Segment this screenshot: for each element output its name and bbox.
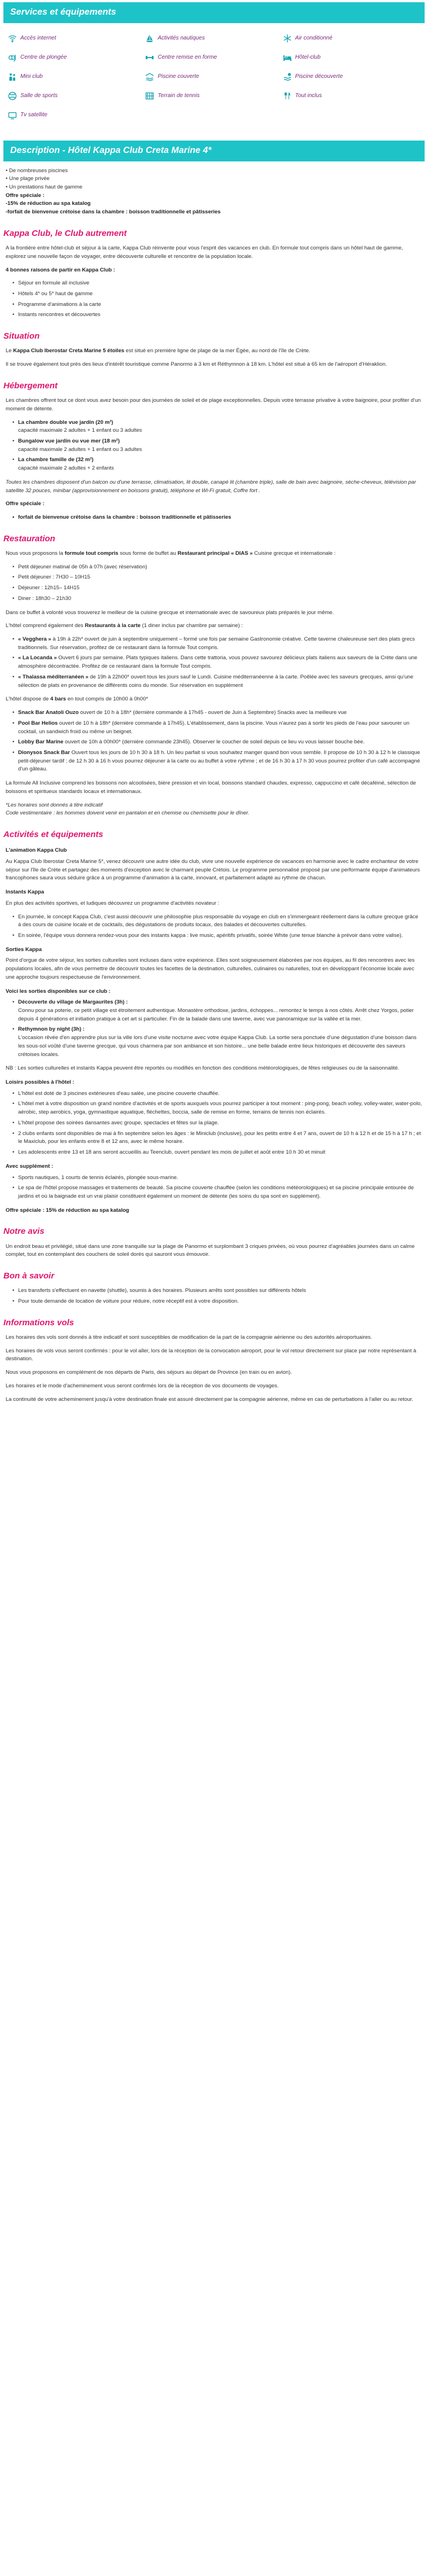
- service-piscine-decouverte: [283, 71, 420, 83]
- sorties-list: [6, 998, 422, 1059]
- situation-p2: Il se trouve également tout près des lieux d'intérêt touristique comme Panormo à 3 km et Réthymnon à 18 km. L'hôtel est situé à 65 km de l'aéroport d'Héraklion.: [6, 361, 387, 368]
- tv-icon: [8, 111, 17, 120]
- nb-text: NB : Les sorties culturelles et instants Kappa peuvent être reportés ou modifiés en fonction des conditions météorologiques, de fêtes religieuses ou de la saisonnalité.: [6, 1065, 400, 1072]
- service-label: Centre remise en forme: [158, 54, 217, 61]
- restauration-section: [3, 550, 425, 818]
- text: (1 diner inclus par chambre par semaine) :: [140, 623, 243, 629]
- avis-text: Un endroit beau et privilégié, situé dans une zone tranquille sur la plage de Panormo et surplombant 3 criques privées, où vous pourrez d'agréables journées dans un calme complet, tout en contemplant des couchers de soleil dorés qui sauront vous émouvoir.: [6, 1243, 415, 1258]
- indoor-pool-icon: [145, 72, 154, 81]
- text: en tout compris de 10h00 à 0h00*: [65, 696, 149, 703]
- kappa-paragraph: A la frontière entre hôtel-club et séjour à la carte, Kappa Club réinvente pour vous l'esprit des vacances en club. En formule tout compris dans un hôtel haut de gamme, explorez une nouvelle façon de voyager, entre découverte culturelle et rencontre de la population locale.: [6, 245, 403, 260]
- service-clim: [283, 32, 420, 45]
- text: sous forme de buffet au: [118, 550, 178, 557]
- list-item: • Instants rencontres et découvertes: [18, 311, 422, 319]
- service-label: Air conditionné: [295, 35, 333, 42]
- incluses-title: Voici les sorties disponibles sur ce club :: [6, 988, 111, 995]
- list-item: • 2 clubs enfants sont disponibles de mai à fin septembre selon les âges : le Miniclub (inclusive), pour les petits entre 4 et 7 ans, ouvert de 10 h à 12 h et de 15 h à 17 h ; et le Maxiclub, pour les enfants entre 8 et 12 ans, avec le même horaire.: [18, 1130, 422, 1146]
- list-item: • Programme d'animations à la carte: [18, 301, 422, 309]
- hebergement-intro: Les chambres offrent tout ce dont vous avez besoin pour des journées de soleil et de plage exceptionnelles. Depuis votre terrasse privative à votre baignoire, pour profiter d'un moment de détente.: [6, 397, 421, 412]
- list-item: [18, 709, 422, 717]
- vols-text: Les horaires de vols vous seront confirmés : pour le vol aller, lors de la réception de la convocation aéroport, pour le vol retour directement sur place par notre représentant à destination.: [6, 1347, 417, 1363]
- text: Ouvert 6 jours par semaine. Plats typiques italiens. Dans cette trattoria, vous pouvez savourez délicieux plats italiens aux saveurs de la Crète dans une atmosphère décontractée. Profitez de ce restaurant dans la formule Tout compris.: [18, 655, 418, 670]
- list-item: [18, 654, 422, 671]
- list-item: • Déjeuner : 12h15– 14H15: [18, 584, 422, 593]
- offer-label: Offre spéciale :: [6, 501, 45, 507]
- service-label: Activités nautiques: [158, 35, 205, 42]
- activites-title: Activités et équipements: [3, 829, 103, 839]
- list-item: • Le spa de l'hôtel propose massages et traitements de beauté. Sa piscine couverte chauffée (selon les conditions météorologiques) et sa piscine principale entourée de jardins et où la baignade est un vrai plaisir constituent également un moment de détente (les soins du spa sont en supplément).: [18, 1184, 422, 1201]
- dumbbell-icon: [145, 53, 154, 62]
- instants-intro: En plus des activités sportives, et ludiques découvrez un programme d'activités novateur :: [6, 900, 220, 906]
- list-item: • En soirée, l'équipe vous donnera rendez-vous pour des instants kappa : live music, apéritifs privatifs, soirée White (une tenue blanche à prévoir dans votre valise).: [18, 932, 422, 940]
- situation-section: [3, 347, 425, 369]
- service-salle-sports: [8, 90, 145, 102]
- text-bold: Restaurants à la carte: [85, 623, 141, 629]
- instants-title: Instants Kappa: [6, 889, 45, 896]
- sorties-title: Sorties Kappa: [6, 946, 42, 953]
- animation-text: Au Kappa Club Iberostar Creta Marine 5*, venez découvrir une autre idée du club, vivre une nouvelle expérience de vacances en harmonie avec le cadre enchanteur de votre séjour sur l'île de Crète et partagez des moments d'exception avec le charmant peuple Crétois. Le programme personnalisé proposé par une performante équipe d'animateurs francophones saura vous séduire grâce à un programme d'animation à la carte, innovant, et parfaitement adapté au rythme de chacun.: [6, 858, 420, 882]
- list-item: • Petit déjeuner : 7H30 – 10H15: [18, 573, 422, 582]
- text: est situé en première ligne de plage de la mer Égée, au nord de l'île de Crète.: [124, 348, 311, 354]
- service-label: Salle de sports: [20, 93, 58, 99]
- room-detail: capacité maximale 2 adultes + 1 enfant ou 3 adultes: [18, 427, 142, 434]
- service-piscine-couverte: [145, 71, 282, 83]
- restaurant-name: « Vegghera »: [18, 636, 51, 643]
- service-hotel: [283, 51, 420, 64]
- tennis-icon: [145, 91, 154, 100]
- restaurant-name: « Thalassa méditerranéen »: [18, 673, 89, 680]
- vols-text: La continuité de votre acheminement jusqu'à votre destination finale est assuré directement par la compagnie aérienne, même en cas de perturbations à l'aller ou au retour.: [6, 1396, 413, 1403]
- list-item: • Séjour en formule all inclusive: [18, 279, 422, 288]
- service-label: Accès internet: [20, 35, 56, 42]
- service-label: Piscine couverte: [158, 73, 199, 80]
- offer-label: Offre spéciale :: [6, 192, 45, 199]
- spa-offer: Offre spéciale : 15% de réduction au spa katalog: [6, 1207, 129, 1213]
- room-name: Bungalow vue jardin ou vue mer (18 m²): [18, 438, 120, 444]
- service-internet: [8, 32, 145, 45]
- room-item: [18, 456, 422, 472]
- kids-icon: [8, 72, 17, 81]
- service-label: Piscine découverte: [295, 73, 343, 80]
- services-banner: Services et équipements: [3, 2, 425, 23]
- vols-title: Informations vols: [3, 1317, 75, 1328]
- service-label: Tv satellite: [20, 112, 47, 119]
- bars-intro: [6, 695, 422, 704]
- alacarte-intro: [6, 622, 422, 630]
- text-bold: 4 bars: [50, 696, 66, 703]
- service-label: Terrain de tennis: [158, 93, 200, 99]
- text: L'hôtel dispose de: [6, 696, 50, 703]
- instants-list: [6, 913, 422, 940]
- list-item: [18, 998, 422, 1023]
- hotel-bed-icon: [283, 53, 292, 62]
- list-item: • En journée, le concept Kappa Club, c'est aussi découvrir une philosophie plus responsable du voyage en club en s'immergeant réellement dans la culture grecque grâce à des cours de cuisine locale et de cocktails, des dégustations de produits locaux, des balades et découvertes culturelles.: [18, 913, 422, 930]
- note: Code vestimentaire : les hommes doivent venir en pantalon et en chemise ou chemisette pour le dîner.: [6, 810, 250, 817]
- list-item: [18, 636, 422, 652]
- room-list: [6, 419, 422, 473]
- activites-section: [3, 847, 425, 1215]
- wifi-icon: [8, 34, 17, 43]
- service-tout-inclus: [283, 90, 420, 102]
- list-item: • Pour toute demande de location de voiture pour réduire, notre réceptif est à votre disposition.: [18, 1298, 422, 1306]
- service-plongee: [8, 51, 145, 64]
- list-item: • L'hôtel est doté de 3 piscines extérieures d'eau salée, une piscine couverte chauffée.: [18, 1090, 422, 1098]
- avis-section: [3, 1243, 425, 1259]
- note: *Les horaires sont donnés à titre indicatif: [6, 801, 103, 808]
- sailboat-icon: [145, 34, 154, 43]
- offer-list: [6, 514, 422, 522]
- list-item: • Les transferts s'effectuent en navette (shuttle), soumis à des horaires. Plusieurs arrêts sont possibles sur différents hôtels: [18, 1287, 422, 1295]
- room-detail: capacité maximale 2 adultes + 1 enfant ou 3 adultes: [18, 446, 142, 453]
- service-nautique: [145, 32, 282, 45]
- bar-name: Snack Bar Anatoli Ouzo: [18, 709, 79, 716]
- situation-p1: [6, 347, 422, 356]
- sortie-name: Découverte du village de Margaurites (3h) :: [18, 999, 128, 1006]
- bars-list: [6, 709, 422, 774]
- text: ouvert de 10 h à 18h* (dernière commande à 17h45). L'établissement, dans la piscine. Vous n'aurez pas à sortir les pieds de l'eau pour savourer un cocktail, un sandwich froid ou même un beignet.: [18, 720, 410, 735]
- service-label: Mini club: [20, 73, 43, 80]
- supplement-title: Avec supplément :: [6, 1163, 54, 1169]
- bar-name: Dionysos Snack Bar: [18, 749, 70, 756]
- outdoor-pool-icon: [283, 72, 292, 81]
- buffet-text: Dans ce buffet à volonté vous trouverez le meilleur de la cuisine grecque et internationale avec de savoureux plats préparés le jour même.: [6, 609, 334, 616]
- list-item: • forfait de bienvenue crétoise dans la chambre : boisson traditionnelle et pâtisseries: [18, 514, 422, 522]
- list-item: • Petit déjeuner matinal de 05h à 07h (avec réservation): [18, 563, 422, 572]
- room-detail: capacité maximale 2 adultes + 2 enfants: [18, 465, 114, 472]
- bar-name: Lobby Bar Marine: [18, 739, 64, 746]
- list-item: [18, 720, 422, 736]
- service-tv: [8, 109, 145, 121]
- intro-bullet: • Un prestations haut de gamme: [6, 184, 82, 191]
- service-forme: [145, 51, 282, 64]
- text: L'hôtel comprend également des: [6, 623, 85, 629]
- service-label: Tout inclus: [295, 93, 322, 99]
- avis-title: Notre avis: [3, 1226, 45, 1237]
- offer-line: -forfait de bienvenue crétoise dans la chambre : boisson traditionnelle et pâtisseries: [6, 209, 221, 216]
- list-item: • Sports nautiques, 1 courts de tennis éclairés, plongée sous-marine.: [18, 1174, 422, 1182]
- snowflake-icon: [283, 34, 292, 43]
- list-item: [18, 738, 422, 747]
- restaurant-name: « La Locanda »: [18, 655, 57, 661]
- sortie-text: L'occasion rêvée d'en apprendre plus sur la ville lors d'une visite nocturne avec votre équipe Kappa Club. La sortie sera ponctuée d'une dégustation d'une boisson dans les sous-sol voûté d'une taverne grecque, qui vous charmera par son ambiance et son histoire... une belle balade entre lieux historiques et découverte des saveurs crétoises locales.: [18, 1035, 417, 1058]
- restauration-title: Restauration: [3, 533, 55, 544]
- kappa-subtitle: 4 bonnes raisons de partir en Kappa Club :: [6, 266, 115, 273]
- description-intro: [3, 167, 425, 217]
- savoir-section: [3, 1287, 425, 1305]
- meal-list: [6, 563, 422, 603]
- kappa-section: [3, 244, 425, 319]
- sorties-text: Point d'orgue de votre séjour, les sorties culturelles sont incluses dans votre expérience. Elles sont soigneusement élaborées par nos équipes, au fil des rencontres avec les populations locales, afin de vous permettre de découvrir toutes les facettes de la destination, culturelles, culinaires ou naturelles, tout en développant l'économie locale avec une approche toujours respectueuse de l'environnement.: [6, 957, 415, 980]
- bar-name: Pool Bar Helios: [18, 720, 58, 726]
- vols-section: [3, 1334, 425, 1404]
- text: ouvert de 10 h à 18h* (dernière commande à 17h45 - ouvert de Juin à Septembre) Snacks avec la meilleure vue: [78, 709, 347, 716]
- list-item: • Hôtels 4* ou 5* haut de gamme: [18, 290, 422, 299]
- list-item: • Diner : 18h30 – 21h30: [18, 595, 422, 603]
- list-item: • Les adolescents entre 13 et 18 ans seront accueillis au Teenclub, ouvert pendant les mois de juillet et août entre 10 h 30 et minuit: [18, 1149, 422, 1157]
- text-bold: Restaurant principal « DIAS »: [177, 550, 253, 557]
- description-banner: Description - Hôtel Kappa Club Creta Marine 4*: [3, 141, 425, 161]
- savoir-list: [6, 1287, 422, 1305]
- list-item: • L'hôtel propose des soirées dansantes avec groupe, spectacles et fêtes sur la plage.: [18, 1119, 422, 1128]
- animation-title: L'animation Kappa Club: [6, 847, 67, 854]
- restauration-intro: [6, 550, 422, 558]
- vols-text: Nous vous proposons en complément de nos départs de Paris, des séjours au départ de Province (en train ou en avion).: [6, 1369, 292, 1376]
- service-miniclub: [8, 71, 145, 83]
- room-item: [18, 437, 422, 454]
- text-bold: formule tout compris: [64, 550, 119, 557]
- text: à 19h à 22h* ouvert de juin à septembre uniquement – formé une fois par semaine Gastronomie créative. Cette taverne chaleureuse sert des plats grecs traditionnels. Sur réservation, profitez de ce restaurant dans la formule Tout compris.: [18, 636, 415, 651]
- kappa-reasons: [6, 279, 422, 319]
- list-item: [18, 749, 422, 774]
- text: Le: [6, 348, 14, 354]
- room-equipment: Toutes les chambres disposent d'un balcon ou d'une terrasse, climatisation, lit double, canapé lit (chambre triple), salle de bain avec baignoire, sèche-cheveux, télévision par satellite 32 pouces, minibar (approvisionnement en boissons gratuit), téléphone et Wi-Fi gratuit, Coffre fort .: [6, 479, 416, 494]
- list-item: [18, 1026, 422, 1059]
- text: Cuisine grecque et internationale :: [252, 550, 336, 557]
- sortie-name: Rethymnon by night (3h) :: [18, 1026, 85, 1033]
- text: Ouvert tous les jours de 10 h 30 à 18 h. Un lieu parfait si vous souhaitez manger quand bon vous semble. Il propose de 10 h 30 à 12 h le classique petit-déjeuner tardif ; de 12 h 30 à 16 h vous pourrez déjeuner à la carte ou au buffet à votre rythme ; et de 16 h 30 à 17 h 30 vous pourrez profiter d'un café accompagné d'un gâteau.: [18, 749, 420, 773]
- services-grid: [3, 29, 425, 138]
- all-inclusive-icon: [283, 91, 292, 100]
- intro-bullet: • De nombreuses piscines: [6, 167, 68, 174]
- text: Nous vous proposons la: [6, 550, 65, 557]
- vols-text: Les horaires et le mode d'acheminement vous seront confirmés lors de la réception de vos documents de voyages.: [6, 1382, 279, 1389]
- list-item: [18, 673, 422, 690]
- page: [0, 2, 428, 1420]
- situation-title: Situation: [3, 331, 40, 341]
- savoir-title: Bon à savoir: [3, 1271, 55, 1281]
- list-item: • L'hôtel met à votre disposition un grand nombre d'activités et de sports auxquels vous pourrez participer à tout moment : ping-pong, beach volley, volley-water, water-polo, aérobic, step aerobics, yoga, gymnastique aquatique, fléchettes, boccia, salle de remise en forme, terrains de tennis non éclairés.: [18, 1100, 422, 1116]
- text: ouvert de 10h à 00h00* (dernière commande 23h45). Observer le coucher de soleil depuis ce lieu vu vous laisser bouche bée.: [63, 739, 365, 746]
- vols-text: Les horaires des vols sont donnés à titre indicatif et sont susceptibles de modification de la part de la compagnie aérienne ou des autorités aéroportuaires.: [6, 1334, 373, 1340]
- room-name: La chambre famille de (32 m²): [18, 457, 94, 463]
- service-tennis: [145, 90, 282, 102]
- alacarte-list: [6, 636, 422, 690]
- kappa-title: Kappa Club, le Club autrement: [3, 228, 127, 238]
- service-label: Hôtel-club: [295, 54, 321, 61]
- room-item: [18, 419, 422, 435]
- room-name: La chambre double vue jardin (20 m²): [18, 419, 113, 426]
- formula-text: La formule All Inclusive comprend les boissons non alcoolisées, bière pression et vin local, boissons standard chaudes, expresso, cappuccino et café décaféiné, sélection de boissons et spiritueux standards locaux et internationaux.: [6, 780, 416, 795]
- text: de 19h à 22h00* ouvert tous les jours sauf le Lundi. Cuisine méditerranéenne à la carte. Poêlée avec les saveurs grecques, ainsi qu'une sélection de plats en provenance de différents coins du monde. Sur réservation en supplément: [18, 673, 413, 689]
- sortie-text: Connu pour sa poterie, ce petit village est étroitement authentique. Monastère orthodoxe, jardins, échoppes... remontez le temps à nos côtés. Arrêt chez Yorgos, potier depuis 4 générations et initiation pratique à cet art si particulier. Fin de la balade dans une taverne, avec vue panoramique sur la vallée et la mer.: [18, 1007, 414, 1022]
- hebergement-section: [3, 397, 425, 522]
- supplement-list: [6, 1174, 422, 1201]
- gym-icon: [8, 91, 17, 100]
- intro-bullet: • Une plage privée: [6, 176, 50, 182]
- loisirs-title: Loisirs possibles à l'hôtel :: [6, 1079, 75, 1086]
- service-label: Centre de plongée: [20, 54, 67, 61]
- hotel-name: Kappa Club Iberostar Creta Marine 5 étoiles: [13, 348, 125, 354]
- diving-mask-icon: [8, 53, 17, 62]
- hebergement-title: Hébergement: [3, 380, 58, 391]
- offer-line: -15% de réduction au spa katalog: [6, 200, 91, 207]
- loisirs-list: [6, 1090, 422, 1157]
